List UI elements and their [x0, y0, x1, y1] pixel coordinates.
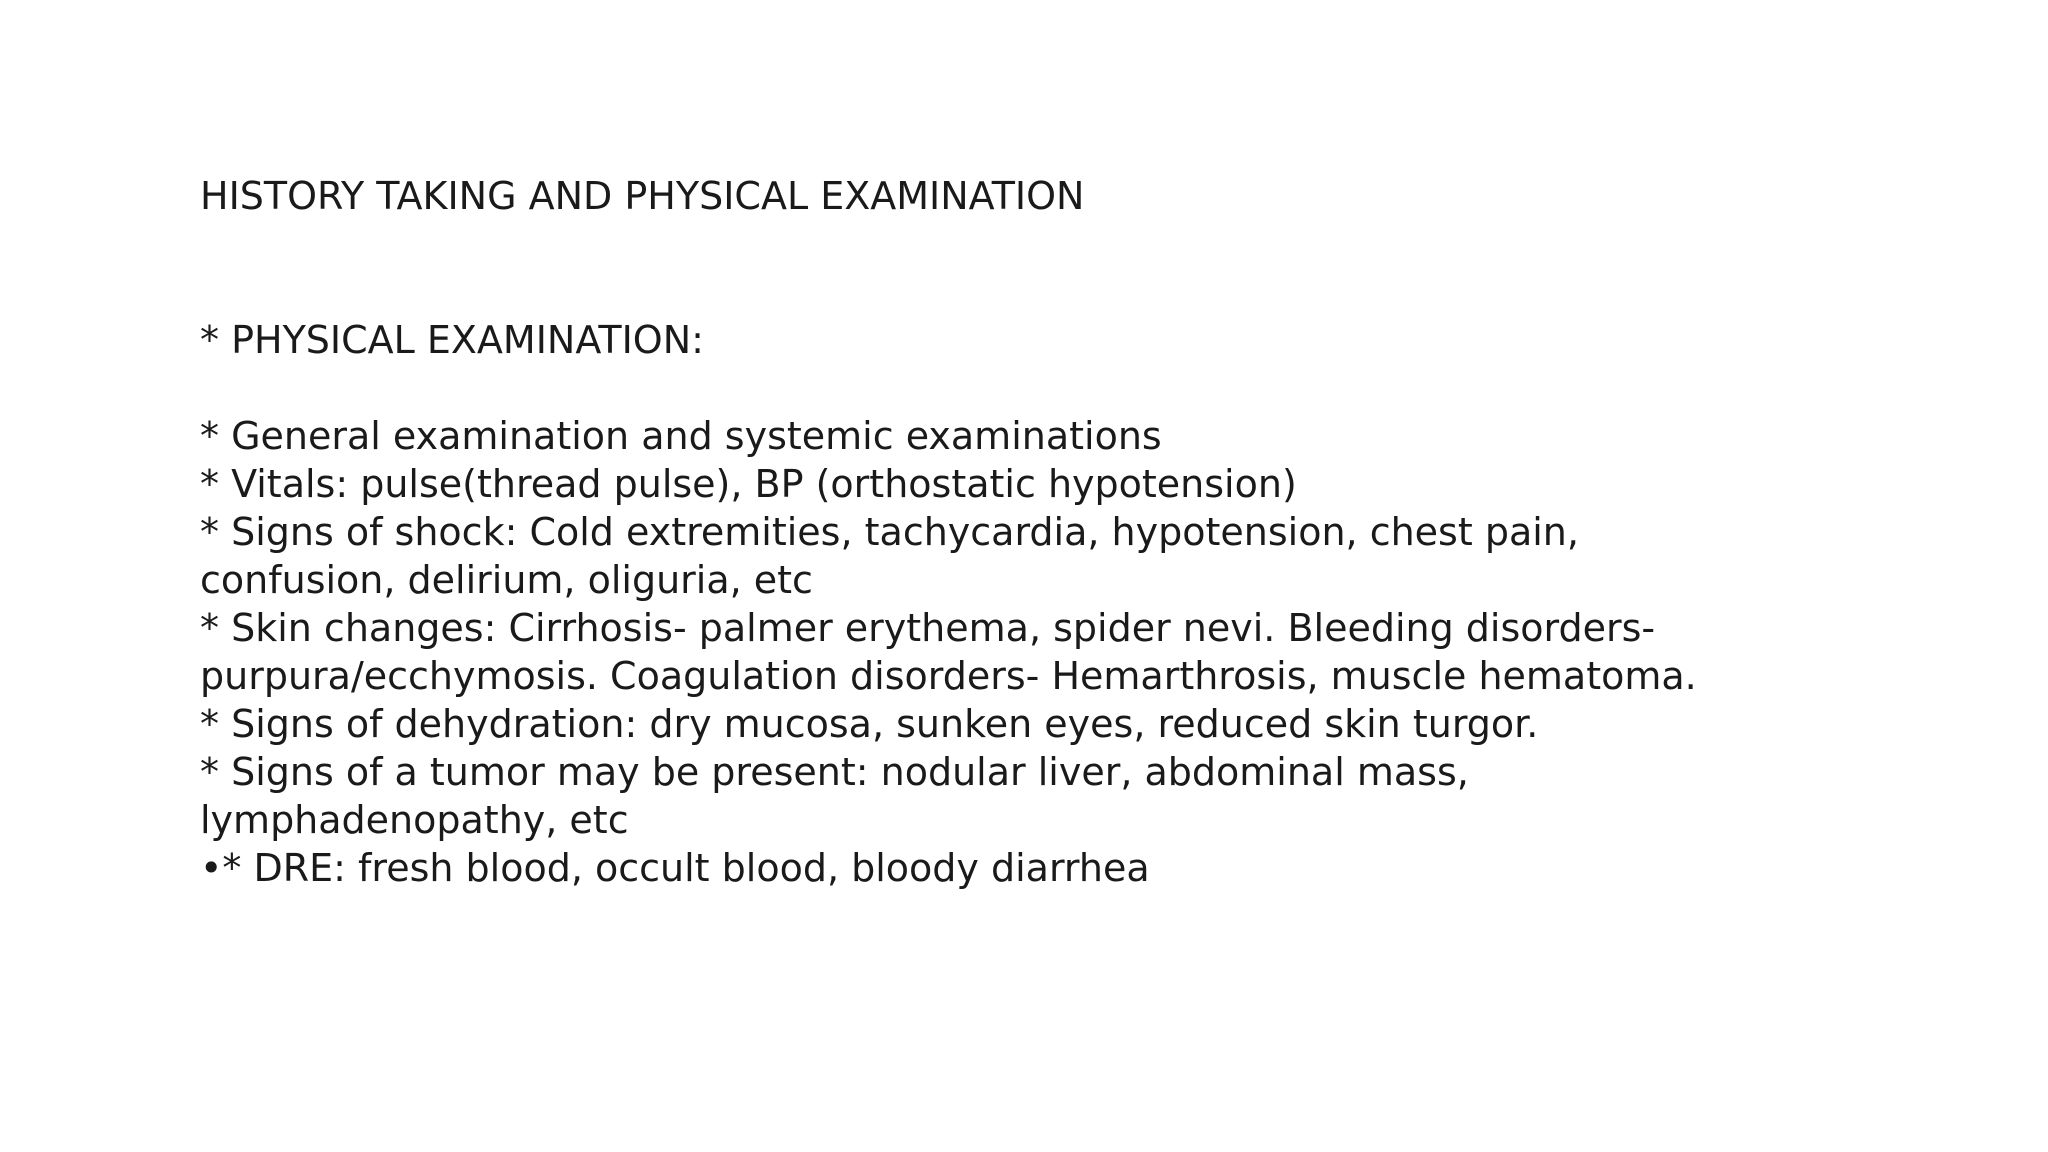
list-item: * Skin changes: Cirrhosis- palmer erythema, spider nevi. Bleeding disorders- purpura/ecchymosis. Coagulation disorders- Hemarthrosis, muscle hematoma.: [200, 606, 1697, 698]
list-item: * Signs of dehydration: dry mucosa, sunken eyes, reduced skin turgor.: [200, 702, 1539, 746]
list-item: •* DRE: fresh blood, occult blood, bloody diarrhea: [200, 846, 1150, 890]
list-item: * Signs of shock: Cold extremities, tachycardia, hypotension, chest pain, confusion, delirium, oliguria, etc: [200, 510, 1579, 602]
exam-findings-list: [200, 412, 1760, 892]
list-item: * Signs of a tumor may be present: nodular liver, abdominal mass, lymphadenopathy, etc: [200, 750, 1469, 842]
list-item: * Vitals: pulse(thread pulse), BP (orthostatic hypotension): [200, 462, 1297, 506]
list-item: * General examination and systemic examinations: [200, 414, 1162, 458]
slide-title: HISTORY TAKING AND PHYSICAL EXAMINATION: [200, 174, 1085, 218]
section-heading: * PHYSICAL EXAMINATION:: [200, 318, 704, 362]
